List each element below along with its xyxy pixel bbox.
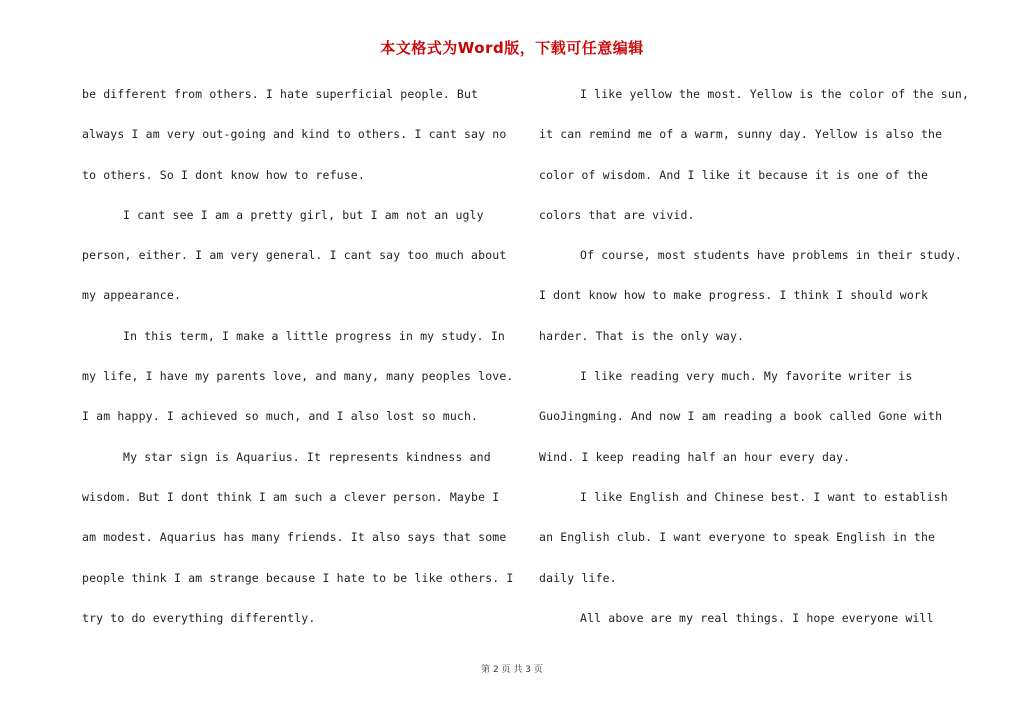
- paragraph-start-line: In this term, I make a little progress in my study. In: [123, 328, 505, 343]
- text-line: person, either. I am very general. I cant say too much about: [82, 248, 507, 263]
- text-line: harder. That is the only way.: [539, 328, 745, 343]
- text-line: try to do everything differently.: [82, 610, 316, 625]
- left-text-column: [82, 84, 512, 648]
- text-line: it can remind me of a warm, sunny day. Yellow is also the: [539, 127, 943, 142]
- paragraph-start-line: Of course, most students have problems in their study.: [580, 248, 962, 263]
- page-number-footer: 第 2 页 共 3 页: [481, 665, 543, 675]
- paragraph-start-line: My star sign is Aquarius. It represents kindness and: [123, 449, 491, 464]
- text-line: GuoJingming. And now I am reading a book called Gone with: [539, 409, 943, 424]
- text-line: be different from others. I hate superficial people. But: [82, 87, 479, 101]
- paragraph-start-line: All above are my real things. I hope everyone will: [580, 610, 934, 625]
- text-line: to others. So I dont know how to refuse.: [82, 167, 365, 182]
- paragraph-start-line: I like yellow the most. Yellow is the color of the sun,: [580, 87, 970, 101]
- text-line: I am happy. I achieved so much, and I also lost so much.: [82, 409, 479, 424]
- text-line: color of wisdom. And I like it because it is one of the: [539, 167, 929, 182]
- text-line: colors that are vivid.: [539, 207, 695, 222]
- text-line: daily life.: [539, 570, 617, 585]
- text-line: I dont know how to make progress. I think I should work: [539, 288, 929, 303]
- text-line: wisdom. But I dont think I am such a clever person. Maybe I: [82, 489, 500, 504]
- document-header-title: 本文格式为Word版，下载可任意编辑: [380, 39, 644, 57]
- right-text-column: [539, 84, 969, 648]
- paragraph-start-line: I like reading very much. My favorite writer is: [580, 369, 913, 384]
- text-line: am modest. Aquarius has many friends. It also says that some: [82, 530, 507, 545]
- text-line: people think I am strange because I hate to be like others. I: [82, 570, 514, 585]
- text-line: Wind. I keep reading half an hour every day.: [539, 449, 851, 464]
- text-line: my appearance.: [82, 288, 182, 303]
- paragraph-start-line: I like English and Chinese best. I want to establish: [580, 489, 948, 504]
- text-line: my life, I have my parents love, and many, many peoples love.: [82, 369, 514, 384]
- text-line: an English club. I want everyone to speak English in the: [539, 530, 936, 545]
- paragraph-start-line: I cant see I am a pretty girl, but I am not an ugly: [123, 207, 484, 222]
- text-line: always I am very out-going and kind to others. I cant say no: [82, 127, 507, 142]
